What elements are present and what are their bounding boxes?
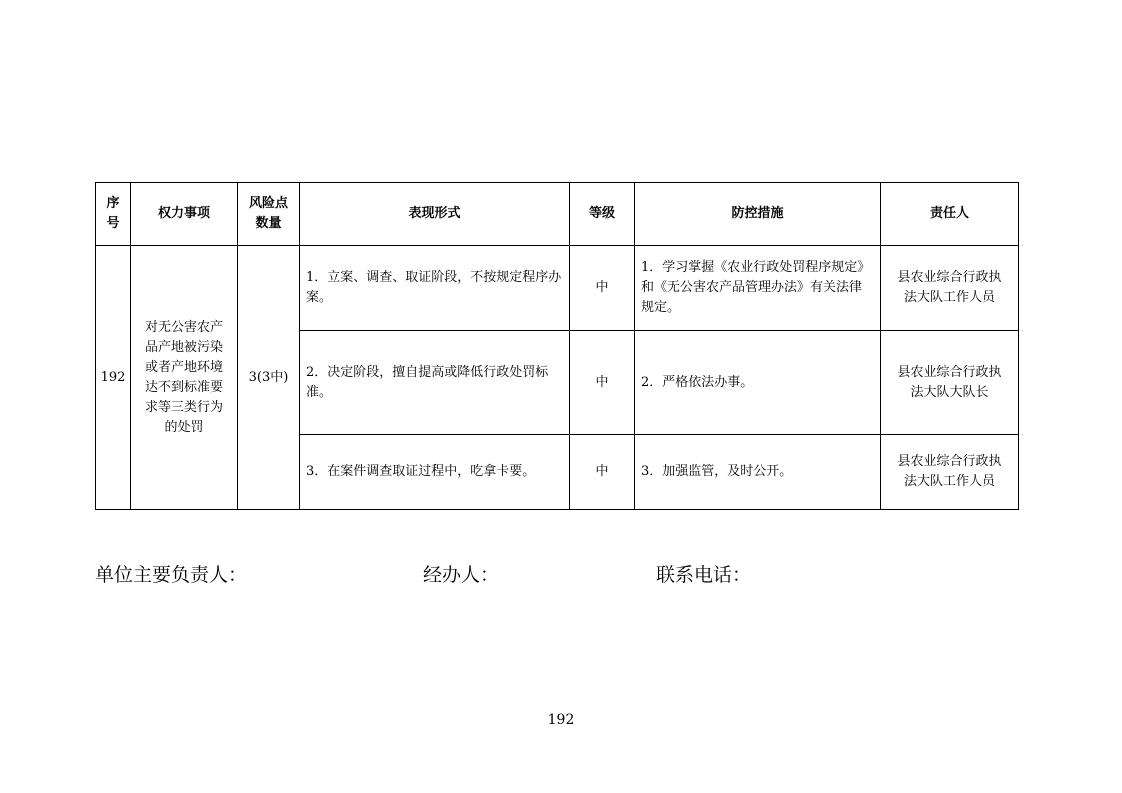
manifestation-cell: 1．立案、调查、取证阶段，不按规定程序办案。 [300,246,570,331]
header-responsible: 责任人 [881,183,1019,246]
header-seq-label: 序 号 [106,196,120,231]
manifestation-cell: 2．决定阶段，擅自提高或降低行政处罚标准。 [300,331,570,435]
power-item-cell: 对无公害农产品产地被污染或者产地环境达不到标准要求等三类行为的处罚 [131,246,238,510]
responsible-cell: 县农业综合行政执法大队大队长 [881,331,1019,435]
measures-cell: 3．加强监管，及时公开。 [635,435,881,510]
header-measures: 防控措施 [635,183,881,246]
handler-label: 经办人： [423,564,500,586]
header-manifestation: 表现形式 [300,183,570,246]
risk-control-table [95,182,1019,510]
responsible-cell: 县农业综合行政执法大队工作人员 [881,435,1019,510]
manifestation-cell: 3．在案件调查取证过程中，吃拿卡要。 [300,435,570,510]
measures-cell: 2．严格依法办事。 [635,331,881,435]
page-number: 192 [547,712,575,728]
level-cell: 中 [570,246,635,331]
table-row [96,246,1019,331]
table-header-row [96,183,1019,246]
header-risk-count-label: 风险点 数量 [248,196,288,231]
signature-line [0,560,1122,590]
responsible-cell: 县农业综合行政执法大队工作人员 [881,246,1019,331]
header-seq [96,183,131,246]
risk-count-cell: 3(3中) [238,246,300,510]
level-cell: 中 [570,435,635,510]
unit-head-label: 单位主要负责人： [95,564,248,586]
header-level: 等级 [570,183,635,246]
level-cell: 中 [570,331,635,435]
measures-cell: 1．学习掌握《农业行政处罚程序规定》和《无公害农产品管理办法》有关法律规定。 [635,246,881,331]
header-power-item: 权力事项 [131,183,238,246]
seq-cell: 192 [96,246,131,510]
phone-label: 联系电话： [656,564,752,586]
header-risk-count [238,183,300,246]
